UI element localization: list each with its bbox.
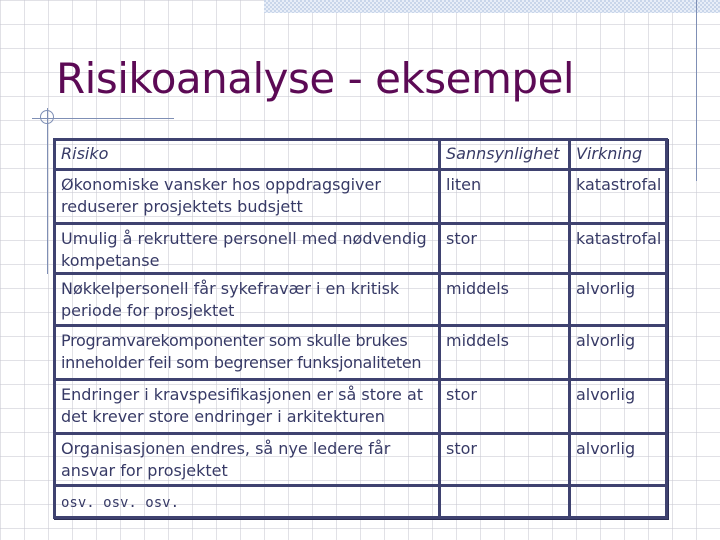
risk-cell: Organisasjonen endres, så nye ledere får ansvar for prosjektet (61, 439, 391, 480)
header-sannsynlighet: Sannsynlighet (438, 141, 568, 168)
table-row (56, 435, 665, 487)
slide-title: Risikoanalyse - eksempel (56, 54, 575, 103)
table-row (56, 275, 665, 327)
crosshair-circle-icon (40, 110, 54, 124)
probability-cell: middels (438, 327, 568, 378)
probability-cell: stor (438, 435, 568, 484)
impact-cell (568, 487, 665, 516)
probability-cell: middels (438, 275, 568, 324)
table-row (56, 171, 665, 225)
probability-cell (438, 487, 568, 516)
impact-cell: alvorlig (568, 381, 665, 432)
decorative-top-band (264, 0, 720, 13)
risk-cell: Programvarekomponenter som skulle brukes inneholder feil som begrenser funksjonaliteten (61, 331, 422, 372)
decorative-vertical-line (696, 0, 697, 181)
table-row (56, 487, 665, 516)
header-risiko: Risiko (61, 144, 109, 163)
impact-cell: alvorlig (568, 327, 665, 378)
probability-cell: stor (438, 381, 568, 432)
probability-cell: stor (438, 225, 568, 272)
impact-cell: alvorlig (568, 275, 665, 324)
impact-cell: katastrofal (568, 171, 665, 222)
table-row (56, 225, 665, 275)
probability-cell: liten (438, 171, 568, 222)
impact-cell: katastrofal (568, 225, 665, 272)
risk-cell: Nøkkelpersonell får sykefravær i en kritisk periode for prosjektet (61, 279, 400, 320)
header-virkning: Virkning (568, 141, 665, 168)
decorative-left-line (47, 108, 48, 274)
risk-table (53, 138, 668, 519)
risk-cell: Endringer i kravspesifikasjonen er så store at det krever store endringer i arkitekturen (61, 385, 424, 426)
risk-cell: Økonomiske vansker hos oppdragsgiver reduserer prosjektets budsjett (61, 175, 381, 216)
risk-cell: osv. osv. osv. (61, 495, 180, 511)
table-header-row (56, 141, 665, 171)
table-row (56, 327, 665, 381)
impact-cell: alvorlig (568, 435, 665, 484)
risk-cell: Umulig å rekruttere personell med nødvendig kompetanse (61, 229, 427, 270)
table-row (56, 381, 665, 435)
